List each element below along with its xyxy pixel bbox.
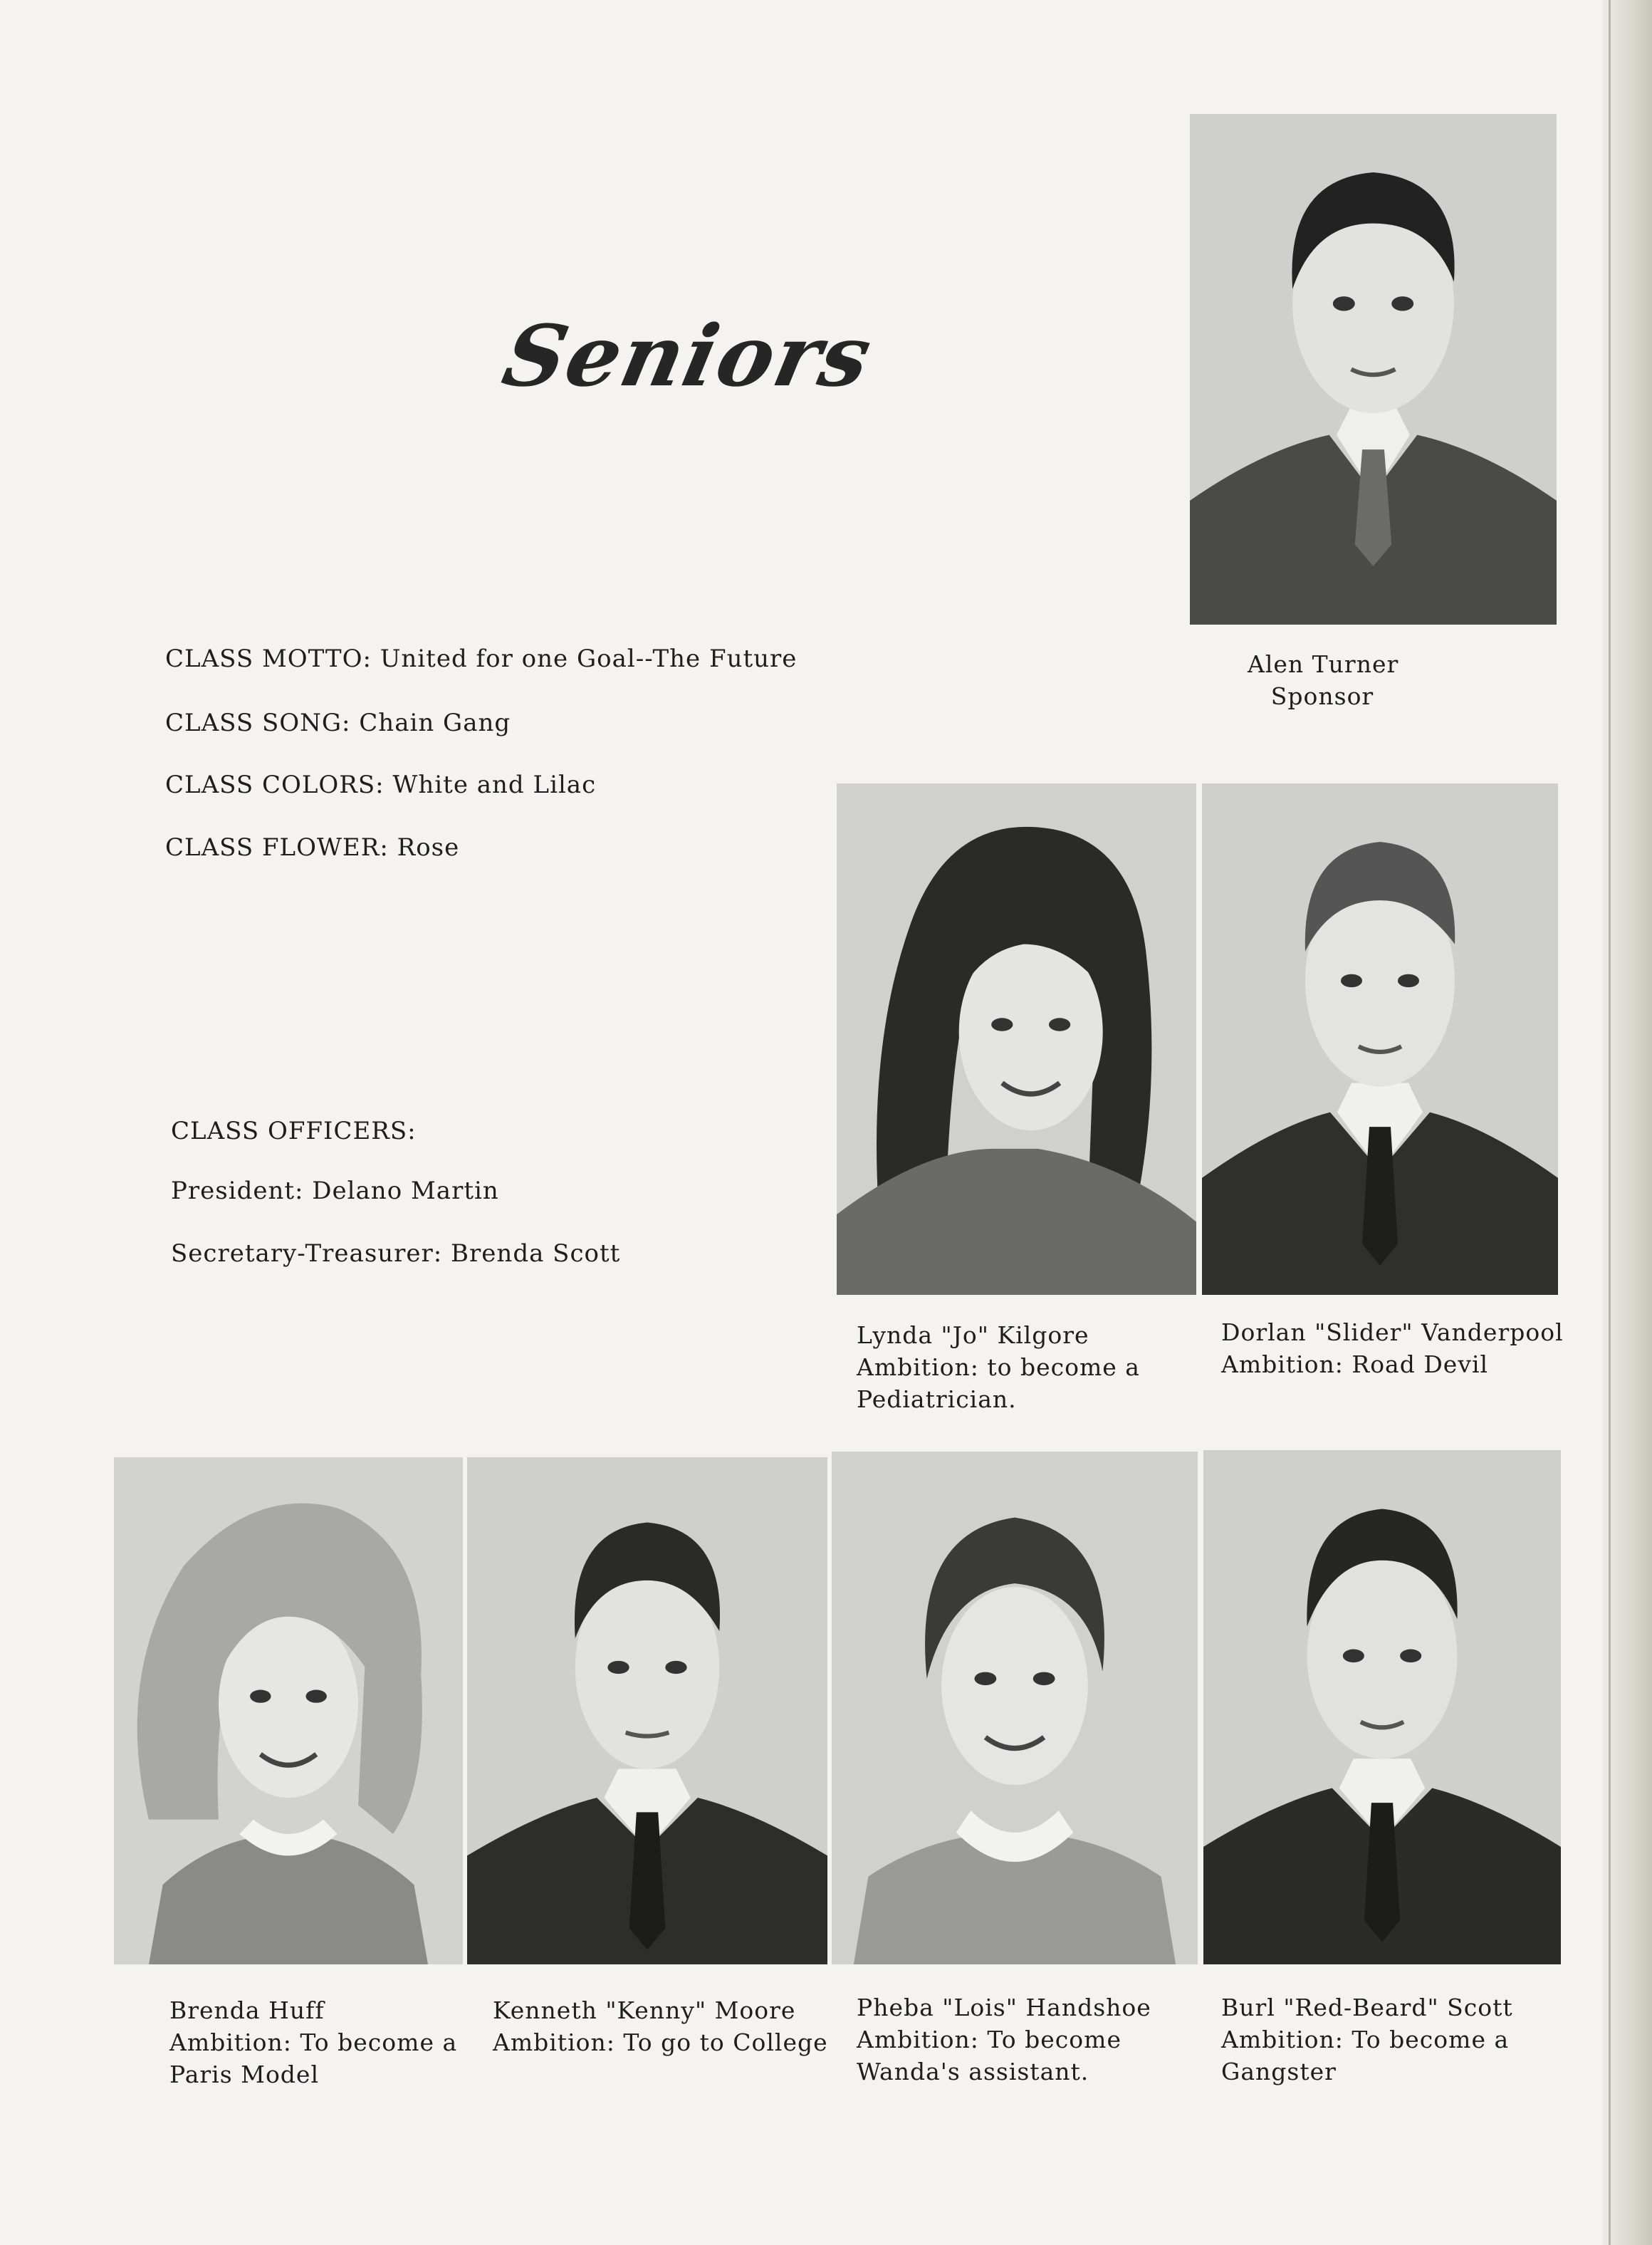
senior-ambition-cont: Paris Model bbox=[169, 2061, 320, 2088]
senior-caption bbox=[1221, 1316, 1564, 1380]
senior-caption bbox=[1221, 1991, 1513, 2088]
senior-photo-burl-scott bbox=[1203, 1450, 1561, 1964]
senior-photo-brenda-huff bbox=[114, 1457, 463, 1964]
senior-ambition: Ambition: To go to College bbox=[493, 2028, 828, 2056]
senior-caption bbox=[493, 1994, 828, 2058]
senior-name: Burl "Red-Beard" Scott bbox=[1221, 1994, 1513, 2021]
class-colors: CLASS COLORS: White and Lilac bbox=[165, 771, 597, 799]
senior-name: Pheba "Lois" Handshoe bbox=[857, 1994, 1151, 2021]
senior-name: Lynda "Jo" Kilgore bbox=[857, 1321, 1089, 1349]
officer-president: President: Delano Martin bbox=[171, 1177, 499, 1205]
senior-ambition: Ambition: To become a bbox=[1221, 2026, 1510, 2053]
class-flower: CLASS FLOWER: Rose bbox=[165, 833, 460, 862]
senior-caption bbox=[169, 1994, 457, 2090]
senior-photo-kenneth-moore bbox=[467, 1457, 827, 1964]
page-edge-line bbox=[1609, 0, 1611, 2245]
senior-ambition-cont: Pediatrician. bbox=[857, 1385, 1017, 1413]
page-title: Seniors bbox=[495, 306, 881, 405]
officer-secretary: Secretary-Treasurer: Brenda Scott bbox=[171, 1239, 621, 1268]
senior-ambition: Ambition: To become a bbox=[169, 2028, 458, 2056]
senior-name: Dorlan "Slider" Vanderpool bbox=[1221, 1318, 1564, 1346]
senior-photo-dorlan-vanderpool bbox=[1202, 783, 1558, 1295]
senior-ambition-cont: Wanda's assistant. bbox=[857, 2058, 1089, 2085]
senior-ambition: Ambition: Road Devil bbox=[1221, 1350, 1489, 1378]
class-motto: CLASS MOTTO: United for one Goal--The Future bbox=[165, 645, 798, 673]
senior-name: Brenda Huff bbox=[169, 1996, 325, 2024]
sponsor-role: Sponsor bbox=[1270, 682, 1374, 710]
senior-caption bbox=[857, 1991, 1151, 2088]
senior-ambition: Ambition: to become a bbox=[857, 1353, 1140, 1381]
senior-photo-pheba-handshoe bbox=[832, 1452, 1198, 1964]
senior-ambition-cont: Gangster bbox=[1221, 2058, 1337, 2085]
sponsor-caption bbox=[1248, 648, 1397, 712]
officers-heading: CLASS OFFICERS: bbox=[171, 1117, 417, 1145]
sponsor-photo bbox=[1190, 114, 1557, 625]
class-song: CLASS SONG: Chain Gang bbox=[165, 709, 511, 737]
senior-name: Kenneth "Kenny" Moore bbox=[493, 1996, 796, 2024]
sponsor-name: Alen Turner bbox=[1248, 650, 1399, 678]
senior-ambition: Ambition: To become bbox=[857, 2026, 1122, 2053]
senior-caption bbox=[857, 1319, 1140, 1415]
senior-photo-lynda-kilgore bbox=[837, 783, 1196, 1295]
